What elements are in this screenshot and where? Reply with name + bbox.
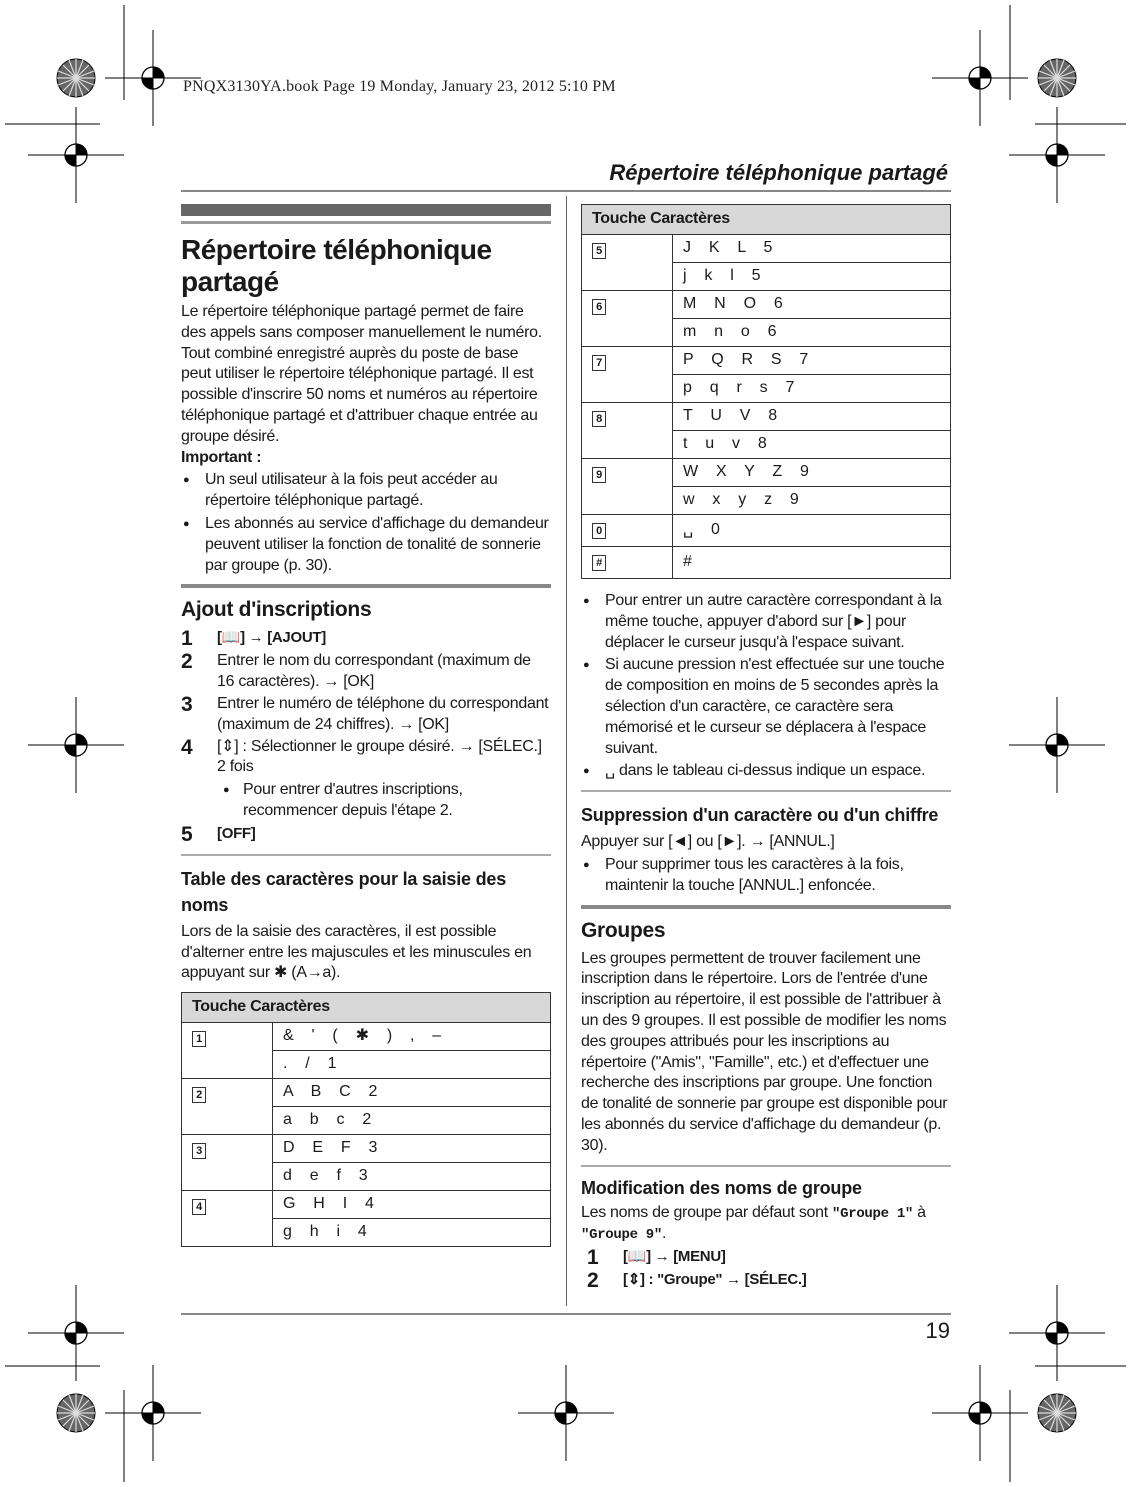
table-row: 2 A B C 2 <box>182 1079 551 1107</box>
key-icon: 8 <box>592 411 606 427</box>
table-row: a b c 2 <box>182 1107 551 1135</box>
step: 2 Entrer le nom du correspondant (maximum de 16 caractères). → [OK] <box>181 650 531 691</box>
character-table-left <box>181 992 551 1247</box>
crosshair-mark <box>28 1285 124 1381</box>
step: 4 [⇕] : Sélectionner le groupe désiré. → [SÉLEC.] 2 fois <box>181 735 542 776</box>
table-row: 8 T U V 8 <box>582 403 951 431</box>
key-icon: 3 <box>192 1143 206 1159</box>
modification-text: Les noms de groupe par défaut sont "Groupe 1" à "Groupe 9". <box>581 1203 926 1244</box>
header-rule <box>181 190 951 192</box>
section-bar <box>181 204 551 216</box>
table-row: 6 M N O 6 <box>582 291 951 319</box>
table-row: d e f 3 <box>182 1163 551 1191</box>
key-icon: 6 <box>592 299 606 315</box>
crosshair-mark <box>28 697 124 793</box>
table-title: Table des caractères pour la saisie des noms <box>181 868 507 915</box>
star-target-mark <box>1038 1394 1076 1432</box>
section-title: Répertoire téléphonique partagé <box>181 234 492 297</box>
table-row: w x y z 9 <box>582 487 951 515</box>
key-icon: 1 <box>192 1031 206 1047</box>
column-divider <box>566 196 567 1306</box>
table-row: g h i 4 <box>182 1219 551 1247</box>
step: 2 [⇕] : "Groupe" → [SÉLEC.] <box>587 1269 807 1293</box>
table-header: Touche Caractères <box>582 205 951 235</box>
section-underbar <box>181 221 551 224</box>
running-head: Répertoire téléphonique partagé <box>609 160 948 185</box>
note-bullet: ● Pour entrer un autre caractère correspondant à la même touche, appuyer d'abord sur [►] pour déplacer le curseur jusqu'à l'espace suivant. <box>581 591 951 653</box>
table-row: 0 ␣ 0 <box>582 515 951 547</box>
right-column <box>581 196 951 1293</box>
crosshair-mark <box>932 1365 1028 1461</box>
modification-title: Modification des noms de groupe <box>581 1177 862 1198</box>
table-header: Touche Caractères <box>182 993 551 1023</box>
groupes-title: Groupes <box>581 918 666 942</box>
suppression-bullet: ● Pour supprimer tous les caractères à la fois, maintenir la touche [ANNUL.] enfoncée. <box>581 855 951 897</box>
table-row: 9 W X Y Z 9 <box>582 459 951 487</box>
table-row: # # <box>582 547 951 579</box>
key-icon: 5 <box>592 243 606 259</box>
table-row: t u v 8 <box>582 431 951 459</box>
step: 5 [OFF] <box>181 822 256 846</box>
step: 3 Entrer le numéro de téléphone du correspondant (maximum de 24 chiffres). → [OK] <box>181 692 549 733</box>
key-icon: 2 <box>192 1087 206 1103</box>
crosshair-mark <box>1009 107 1105 203</box>
footer-rule <box>181 1313 951 1315</box>
key-icon: 0 <box>592 523 606 539</box>
table-intro: Lors de la saisie des caractères, il est possible d'alterner entre les majuscules et les minuscules en appuyant sur ✱ (A→a). <box>181 922 532 982</box>
step: 1 [📖] → [MENU] <box>587 1246 726 1270</box>
table-row: . / 1 <box>182 1051 551 1079</box>
key-icon: 9 <box>592 467 606 483</box>
table-row: 7 P Q R S 7 <box>582 347 951 375</box>
crosshair-mark <box>1009 697 1105 793</box>
table-row: j k l 5 <box>582 263 951 291</box>
crosshair-mark <box>28 107 124 203</box>
table-row: 3 D E F 3 <box>182 1135 551 1163</box>
suppression-title: Suppression d'un caractère ou d'un chiffre <box>581 805 939 826</box>
table-row: m n o 6 <box>582 319 951 347</box>
note-bullet: ● Si aucune pression n'est effectuée sur une touche de composition en moins de 5 secondes après la sélection d'un caractère, ce caractère sera mémorisé et le curseur se déplacera à l'espace suivant. <box>581 655 951 759</box>
character-table-right <box>581 204 951 579</box>
star-target-mark <box>57 59 95 97</box>
table-row: p q r s 7 <box>582 375 951 403</box>
intro-paragraph: Le répertoire téléphonique partagé permet de faire des appels sans composer manuellement le numéro. Tout combiné enregistré auprès du poste de base peut utiliser le répertoire téléphonique partagé. Il est possible d'inscrire 50 noms et numéros au répertoire téléphonique partagé et d'attribuer chaque entrée au groupe désiré. <box>181 303 542 445</box>
key-icon: # <box>592 555 606 571</box>
rule <box>581 790 951 792</box>
crosshair-mark <box>105 1365 201 1461</box>
step-sub-bullet: ● Pour entrer d'autres inscriptions, recommencer depuis l'étape 2. <box>181 780 551 822</box>
star-target-mark <box>57 1394 95 1432</box>
crosshair-mark <box>518 1365 614 1461</box>
suppression-text: Appuyer sur [◄] ou [►]. → [ANNUL.] <box>581 833 835 851</box>
rule <box>581 905 951 909</box>
groupes-text: Les groupes permettent de trouver facilement une inscription dans le répertoire. Lors de l'entrée d'une inscription au répertoire, il est possible de l'attribuer à un des 9 groupes. Il est possible de modifier les noms des groupes attribués pour les inscriptions au répertoire ("Amis", "Famille", etc.) et d'effectuer une recherche des inscriptions par groupe. Une fonction de tonalité de sonnerie par groupe est disponible pour les abonnés du service d'affichage du demandeur (p. 30). <box>581 949 948 1154</box>
table-row: 5 J K L 5 <box>582 235 951 263</box>
important-bullet: ● Un seul utilisateur à la fois peut accéder au répertoire téléphonique partagé. <box>181 470 551 512</box>
table-row: 4 G H I 4 <box>182 1191 551 1219</box>
rule <box>581 1165 951 1167</box>
important-label: Important : <box>181 448 262 466</box>
star-target-mark <box>1038 59 1076 97</box>
print-slug: PNQX3130YA.book Page 19 Monday, January 23, 2012 5:10 PM <box>183 78 616 95</box>
page-number: 19 <box>925 1318 950 1343</box>
key-icon: 4 <box>192 1199 206 1215</box>
ajout-title: Ajout d'inscriptions <box>181 598 372 622</box>
important-bullet: ● Les abonnés au service d'affichage du demandeur peuvent utiliser la fonction de tonalité de sonnerie par groupe (p. 30). <box>181 514 551 576</box>
crosshair-mark <box>932 30 1028 126</box>
note-bullet: ● ␣ dans le tableau ci-dessus indique un espace. <box>581 761 951 782</box>
table-row: 1 & ' ( ✱ ) , – <box>182 1023 551 1051</box>
step: 1 [📖] → [AJOUT] <box>181 627 326 651</box>
left-column <box>181 204 551 1247</box>
rule <box>181 584 551 588</box>
crosshair-mark <box>1009 1285 1105 1381</box>
rule <box>181 854 551 856</box>
key-icon: 7 <box>592 355 606 371</box>
